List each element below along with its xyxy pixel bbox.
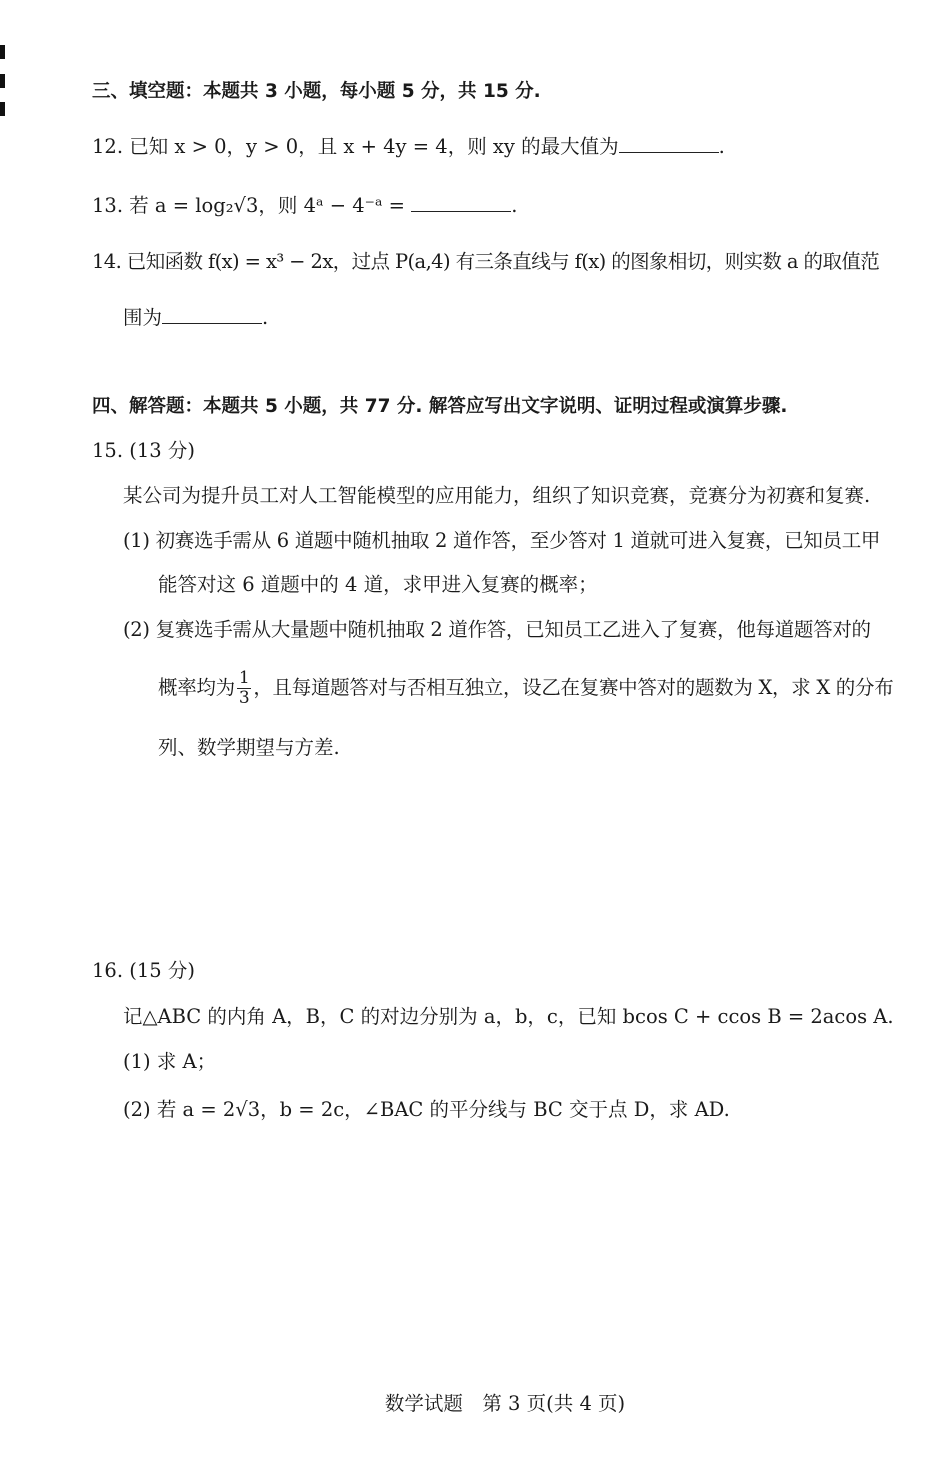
- section-3-heading: 三、填空题：本题共 3 小题，每小题 5 分，共 15 分.: [92, 81, 541, 102]
- fraction-numerator: 1: [238, 668, 250, 688]
- fraction: [237, 669, 252, 708]
- section-4-heading: 四、解答题：本题共 5 小题，共 77 分. 解答应写出文字说明、证明过程或演算步骤.: [92, 396, 788, 417]
- question-16-part1: (1) 求 A；: [123, 1050, 217, 1073]
- text: 概率均为: [158, 676, 235, 699]
- question-12-text: 12. 已知 x > 0，y > 0，且 x + 4y = 4，则 xy 的最大值为: [92, 135, 619, 158]
- question-15-intro: 某公司为提升员工对人工智能模型的应用能力，组织了知识竞赛，竞赛分为初赛和复赛.: [123, 484, 871, 507]
- question-16-header: 16. (15 分): [92, 959, 195, 982]
- period: .: [262, 306, 269, 329]
- question-15-header: 15. (13 分): [92, 439, 195, 462]
- question-14-line2: [123, 305, 268, 331]
- text: ，且每道题答对与否相互独立，设乙在复赛中答对的题数为 X，求 X 的分布: [253, 676, 894, 699]
- question-15-part2-line2: [158, 668, 893, 708]
- question-16-intro: 记△ABC 的内角 A，B，C 的对边分别为 a，b，c，已知 bcos C + ccos B = 2acos A.: [123, 1005, 894, 1028]
- answer-blank[interactable]: [619, 134, 719, 153]
- question-14-line1: 14. 已知函数 f(x) = x³ − 2x，过点 P(a,4) 有三条直线与 f(x) 的图象相切，则实数 a 的取值范: [92, 250, 880, 273]
- question-12: [92, 134, 725, 160]
- scan-edge-mark: [0, 102, 5, 116]
- period: .: [718, 135, 725, 158]
- answer-blank[interactable]: [411, 193, 511, 212]
- question-14-text: 围为: [123, 306, 163, 329]
- answer-blank[interactable]: [162, 305, 262, 324]
- period: .: [511, 194, 518, 217]
- page-footer: 数学试题 第 3 页(共 4 页): [384, 1392, 626, 1415]
- question-13-text: 13. 若 a = log₂√3，则 4ᵃ − 4⁻ᵃ =: [92, 194, 405, 217]
- question-15-part1-line2: 能答对这 6 道题中的 4 道，求甲进入复赛的概率；: [158, 573, 598, 596]
- fraction-denominator: 3: [238, 688, 250, 708]
- question-15-part2-line3: 列、数学期望与方差.: [158, 736, 340, 759]
- question-15-part1-line1: (1) 初赛选手需从 6 道题中随机抽取 2 道作答，至少答对 1 道就可进入复赛，已知员工甲: [123, 529, 881, 552]
- scan-edge-mark: [0, 74, 5, 88]
- scan-edge-mark: [0, 45, 5, 59]
- question-16-part2: (2) 若 a = 2√3，b = 2c，∠BAC 的平分线与 BC 交于点 D，求 AD.: [123, 1098, 730, 1121]
- question-15-part2-line1: (2) 复赛选手需从大量题中随机抽取 2 道作答，已知员工乙进入了复赛，他每道题答对的: [123, 618, 871, 641]
- question-13: [92, 193, 517, 219]
